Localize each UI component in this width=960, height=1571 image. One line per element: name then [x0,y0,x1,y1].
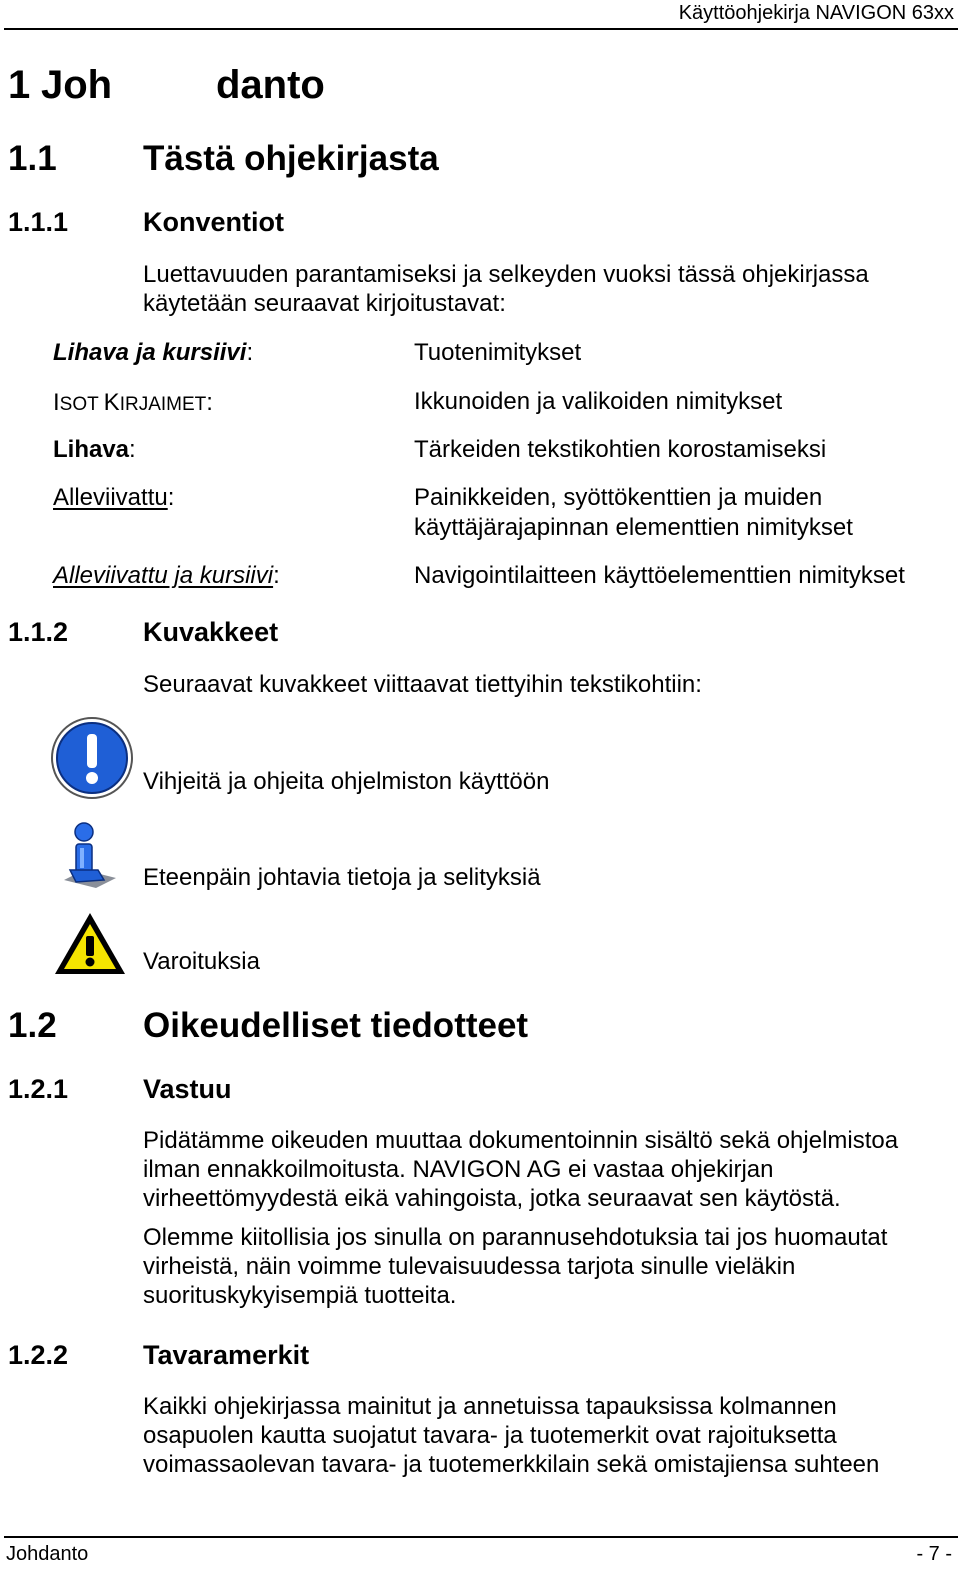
paragraph-line: Kaikki ohjekirjassa mainitut ja annetuissa tapauksissa kolmannen [143,1393,837,1420]
convention-desc: Navigointilaitteen käyttöelementtien nimitykset [414,562,905,589]
subsection-title: Vastuu [143,1074,232,1104]
convention-label-bold [53,436,136,464]
paragraph-line: Pidätämme oikeuden muuttaa dokumentoinnin sisältö sekä ohjelmistoa [143,1127,899,1154]
subsection-title: Tavaramerkit [143,1340,310,1370]
header-rule [4,28,958,30]
paragraph-line: ilman ennakkoilmoitusta. NAVIGON AG ei vastaa ohjekirjan [143,1156,774,1183]
exclamation-icon [50,716,134,800]
icon-description: Vihjeitä ja ohjeita ohjelmiston käyttöön [143,768,550,795]
icons-intro: Seuraavat kuvakkeet viittaavat tiettyihin tekstikohtiin: [143,671,702,698]
section-title: Oikeudelliset tiedotteet [143,1006,529,1045]
icon-description: Eteenpäin johtavia tietoja ja selityksiä [143,864,541,891]
convention-label-text: Lihava ja kursiivi [53,339,247,366]
small-caps-rest: IRJAIMET [119,394,207,415]
icon-description: Varoituksia [143,948,260,975]
convention-colon: : [246,339,254,366]
convention-desc: Tuotenimitykset [414,339,582,366]
section-number: 1.1 [8,139,57,178]
section-number: 1.2 [8,1006,57,1045]
intro-line: käytetään seuraavat kirjoitustavat: [143,290,506,317]
paragraph-line: virheistä, näin voimme tulevaisuudessa tarjota sinulle vieläkin [143,1253,796,1280]
convention-label-text: Lihava [53,436,130,463]
warning-triangle-icon [52,910,128,978]
subsection-title: Konventiot [143,207,284,237]
subsection-number: 1.1.2 [8,617,69,647]
convention-label-bold-italic [53,339,253,367]
convention-label-text: Alleviivattu ja kursiivi [53,562,274,589]
paragraph-line: suorituskykyisempiä tuotteita. [143,1282,457,1309]
chapter-title-part2: danto [216,63,325,107]
footer-rule [4,1536,958,1538]
footer-page-number: - 7 - [916,1543,952,1565]
convention-label-text: Alleviivattu [53,484,168,511]
chapter-title-part1: Joh [41,63,113,107]
convention-colon: : [273,562,280,589]
paragraph-line: osapuolen kautta suojatut tavara- ja tuotemerkit ovat rajoituksetta [143,1422,837,1449]
subsection-number: 1.2.1 [8,1074,69,1104]
convention-colon: : [206,389,213,416]
convention-desc: Painikkeiden, syöttökenttien ja muiden [414,484,823,511]
convention-desc: käyttäjärajapinnan elementtien nimitykset [414,514,853,541]
convention-label-small-caps [53,389,213,417]
small-caps-initial: I [53,389,60,416]
footer-section-name: Johdanto [6,1543,89,1565]
convention-label-underlined [53,484,174,512]
convention-desc: Ikkunoiden ja valikoiden nimitykset [414,388,783,415]
subsection-title: Kuvakkeet [143,617,279,647]
paragraph-line: virheettömyydestä eikä vahingoista, jotka seuraavat sen käytöstä. [143,1185,841,1212]
info-figure-icon [58,822,122,892]
running-header-title: Käyttöohjekirja NAVIGON 63xx [678,2,954,24]
paragraph-line: Olemme kiitollisia jos sinulla on parannusehdotuksia tai jos huomautat [143,1224,888,1251]
subsection-number: 1.2.2 [8,1340,69,1370]
chapter-number: 1 [8,63,31,107]
small-caps-initial: K [103,389,120,416]
convention-colon: : [167,484,175,511]
subsection-number: 1.1.1 [8,207,69,237]
paragraph-line: voimassaolevan tavara- ja tuotemerkkilain sekä omistajiensa suhteen [143,1451,880,1478]
small-caps-rest: SOT [59,394,104,415]
convention-label-underlined-italic [53,562,280,590]
convention-desc: Tärkeiden tekstikohtien korostamiseksi [414,436,827,463]
intro-line: Luettavuuden parantamiseksi ja selkeyden vuoksi tässä ohjekirjassa [143,261,869,288]
convention-colon: : [129,436,136,463]
section-title: Tästä ohjekirjasta [143,139,439,178]
